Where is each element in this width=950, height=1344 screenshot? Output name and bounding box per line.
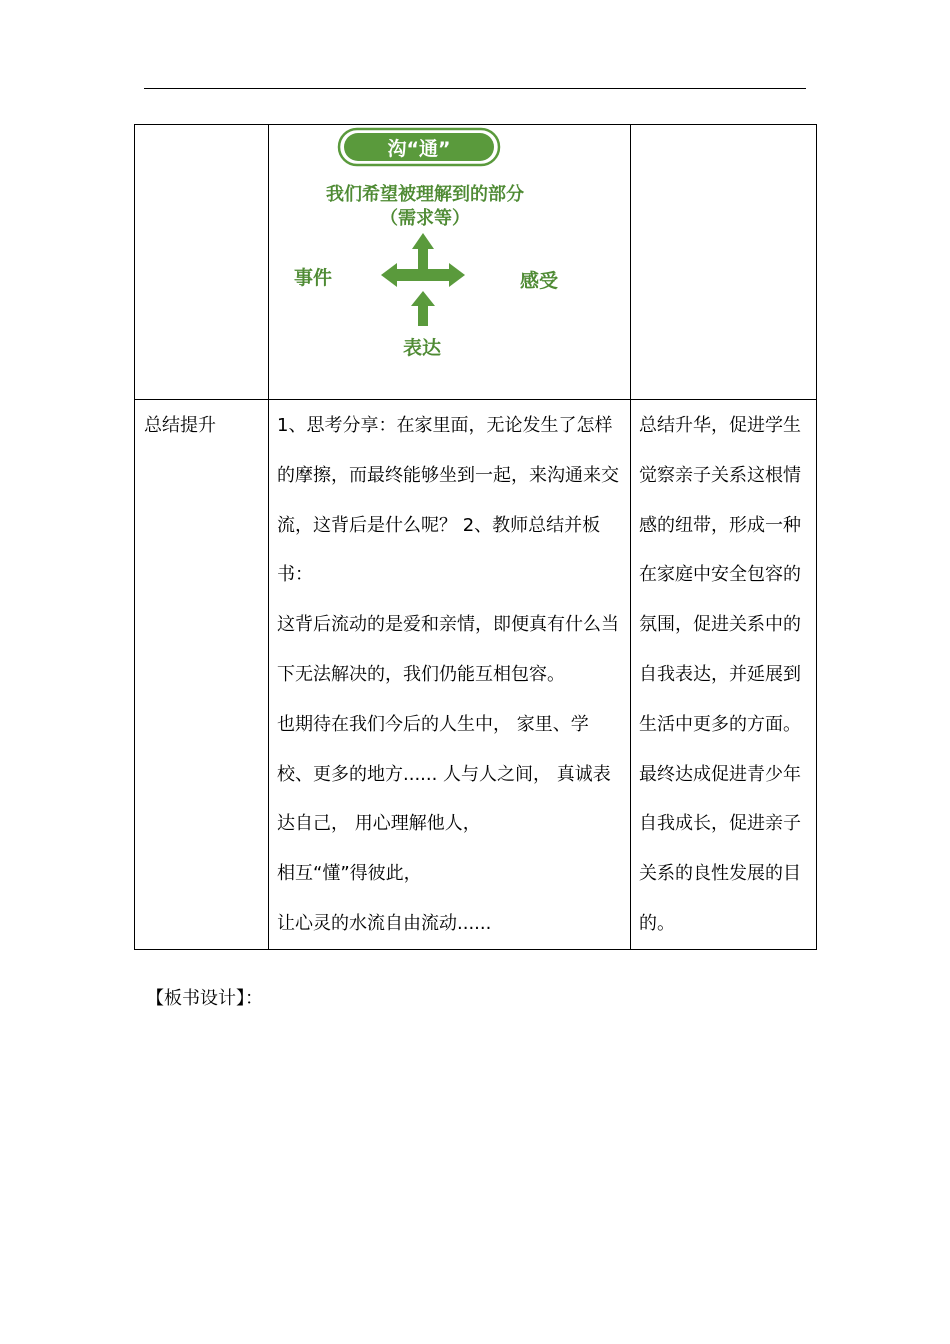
activity-paragraph: 也期待在我们今后的人生中， 家里、学校、更多的地方...... 人与人之间， 真诚表达自己， 用心理解他人，	[277, 713, 611, 835]
up-arrow-icon	[411, 291, 435, 326]
activity-paragraph: 相互“懂”得彼此，	[277, 863, 422, 885]
lesson-table	[134, 124, 817, 950]
cross-arrow-icon	[381, 233, 465, 287]
stage-cell-empty	[135, 125, 269, 400]
stage-label: 总结提升	[144, 415, 216, 436]
table-row	[135, 400, 817, 950]
feeling-label: 感受	[519, 270, 559, 292]
intent-cell	[631, 400, 817, 950]
header-rule	[144, 88, 806, 89]
communication-diagram	[277, 125, 573, 369]
activity-paragraph: 让心灵的水流自由流动......	[277, 912, 492, 934]
expression-label: 表达	[402, 337, 442, 359]
intent-text: 总结升华，促进学生觉察亲子关系这根情感的纽带，形成一种在家庭中安全包容的氛围，促进关系中的自我表达，并延展到生活中更多的方面。最终达成促进青少年自我成长，促进亲子关系的良性发展的目的。	[639, 415, 801, 934]
diagram-title: 沟“通”	[387, 138, 451, 160]
activity-paragraph: 这背后流动的是爱和亲情，即便真有什么当下无法解决的，我们仍能互相包容。	[277, 614, 619, 685]
board-design-heading: 【板书设计】：	[146, 988, 263, 1009]
intent-cell-empty	[631, 125, 817, 400]
activity-cell	[269, 400, 631, 950]
table-row	[135, 125, 817, 400]
event-label: 事件	[293, 267, 333, 289]
activity-text	[269, 400, 630, 949]
activity-paragraph: 1、思考分享：在家里面，无论发生了怎样的摩擦，而最终能够坐到一起，来沟通来交流，这背后是什么呢？ 2、教师总结并板书：	[277, 415, 619, 586]
needs-label: 我们希望被理解到的部分	[326, 184, 524, 205]
diagram-cell	[269, 125, 631, 400]
stage-cell	[135, 400, 269, 950]
diagram-svg	[277, 125, 573, 369]
needs-sublabel: （需求等）	[380, 208, 470, 229]
